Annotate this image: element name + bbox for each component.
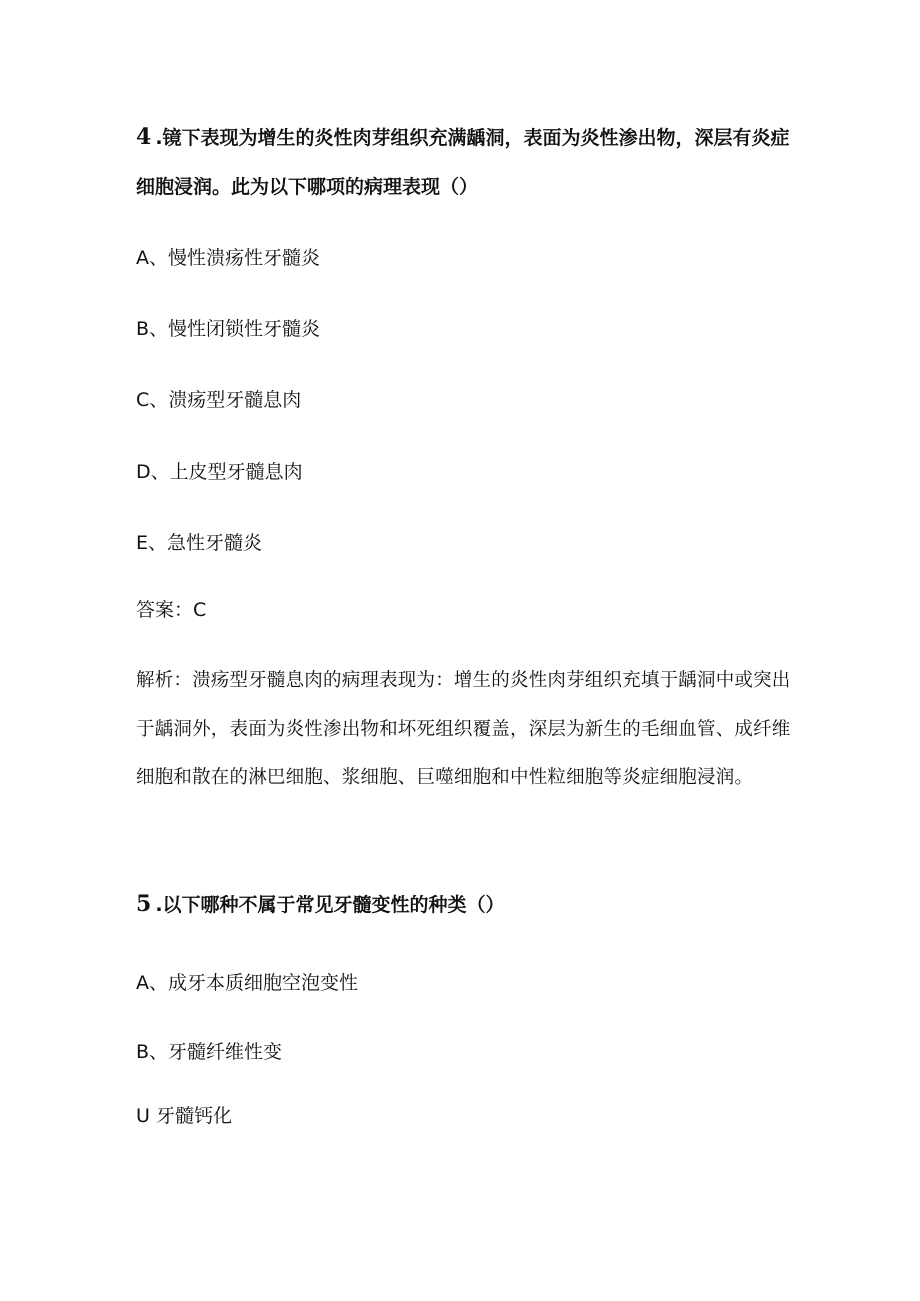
- question-4-explanation-line-1: 解析：溃疡型牙髓息肉的病理表现为：增生的炎性肉芽组织充填于龋洞中或突出: [136, 670, 791, 691]
- question-4-option-a: A、慢性溃疡性牙髓炎: [136, 247, 320, 269]
- question-4-explanation-line-3: 细胞和散在的淋巴细胞、浆细胞、巨噬细胞和中性粒细胞等炎症细胞浸润。: [136, 767, 754, 788]
- question-5-stem-text-1: .以下哪种不属于常见牙髓变性的种类（）: [155, 894, 505, 916]
- question-4-stem-text-1: .镜下表现为增生的炎性肉芽组织充满龋洞，表面为炎性渗出物，深层有炎症: [155, 127, 790, 149]
- question-4-number: 4: [136, 124, 152, 150]
- question-5-stem-line-1: [136, 891, 505, 918]
- question-5-option-a: A、成牙本质细胞空泡变性: [136, 972, 358, 994]
- question-5-option-c: U 牙髓钙化: [136, 1105, 232, 1127]
- question-4-stem-line-1: [136, 124, 790, 151]
- question-4-option-d: D、上皮型牙髓息肉: [136, 461, 303, 483]
- question-5-number: 5: [136, 891, 152, 917]
- question-5-option-b: B、牙髓纤维性变: [136, 1041, 283, 1063]
- question-4-stem-line-2: 细胞浸润。此为以下哪项的病理表现（）: [136, 176, 479, 198]
- question-4-option-e: E、急性牙髓炎: [136, 532, 263, 554]
- question-4-explanation-line-2: 于龋洞外，表面为炎性渗出物和坏死组织覆盖，深层为新生的毛细血管、成纤维: [136, 719, 791, 740]
- question-4-option-c: C、溃疡型牙髓息肉: [136, 389, 302, 411]
- question-4-option-b: B、慢性闭锁性牙髓炎: [136, 318, 321, 340]
- question-4-answer: 答案：C: [136, 599, 207, 621]
